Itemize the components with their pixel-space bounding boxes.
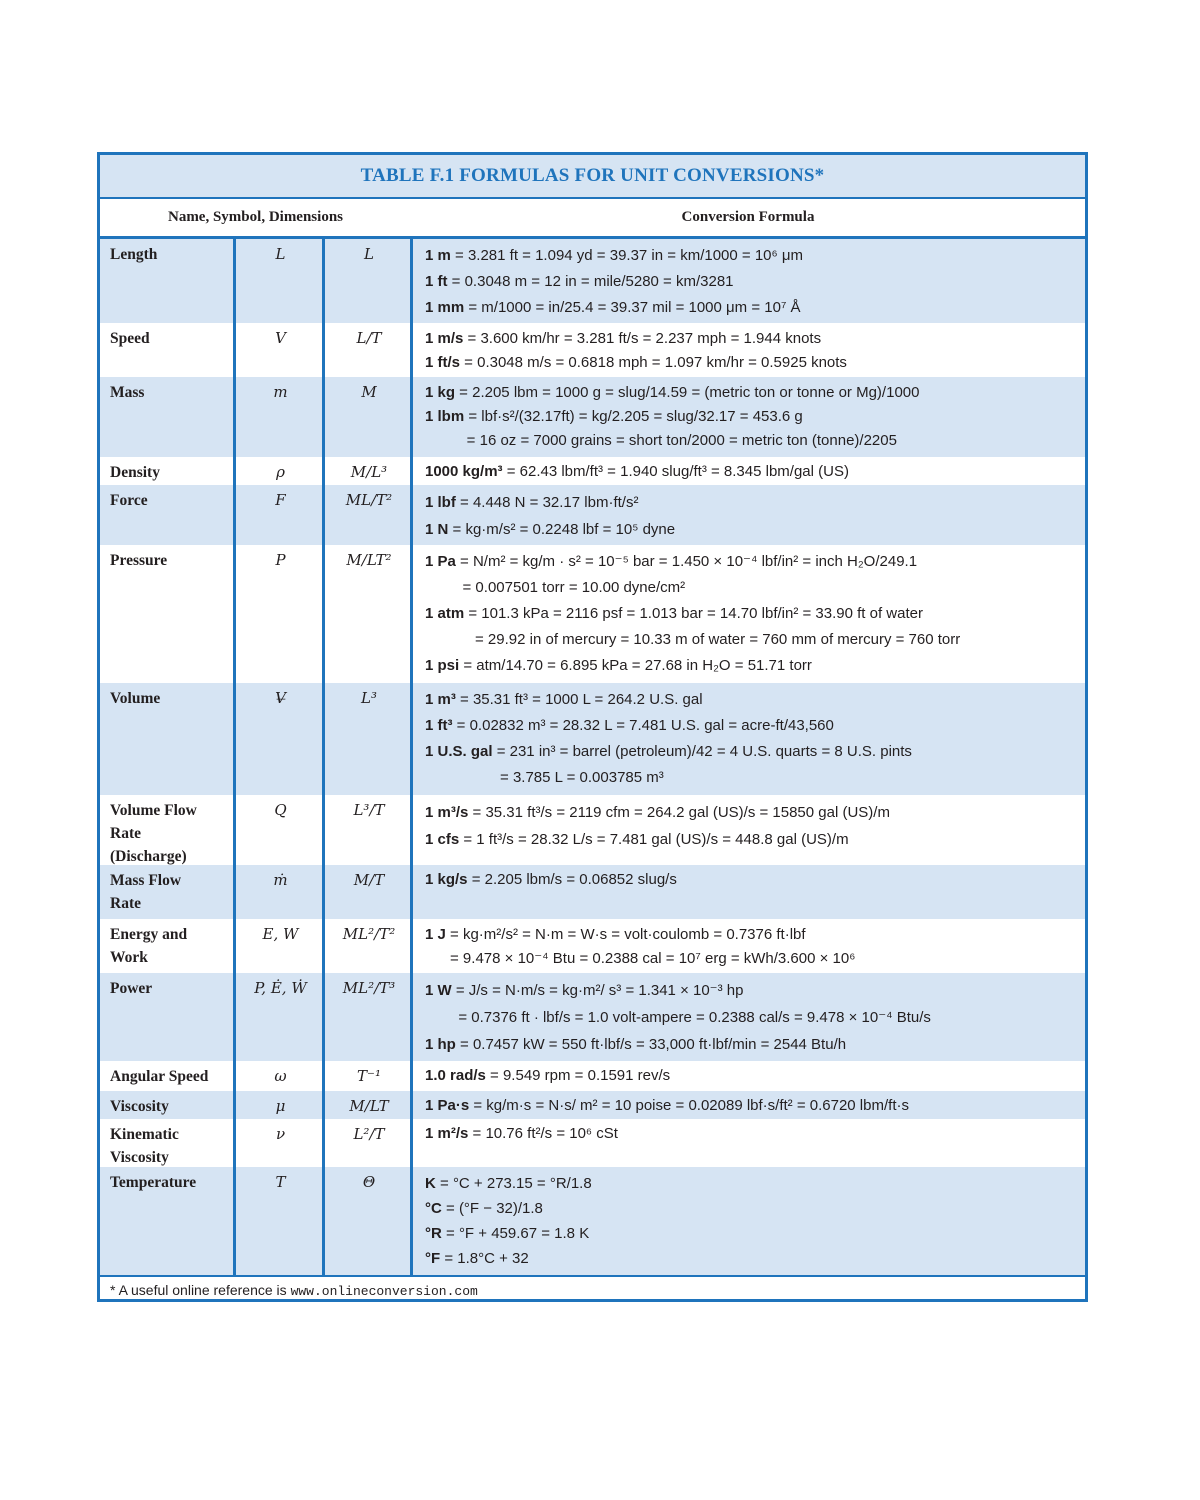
formula-text: = m/1000 = in/25.4 = 39.37 mil = 1000 μm = 10⁷ Å xyxy=(464,299,801,316)
table-row xyxy=(100,1167,1085,1275)
formula-lead: °R xyxy=(425,1225,442,1242)
quantity-name-line: Force xyxy=(110,492,148,509)
formula-lead: 1 W xyxy=(425,982,452,999)
quantity-name xyxy=(100,457,236,485)
quantity-dimensions: M/LT xyxy=(349,1097,389,1115)
formula-line xyxy=(425,549,1081,575)
quantity-dimensions: M xyxy=(361,383,377,401)
quantity-dimensions: M/L³ xyxy=(350,463,388,481)
table-row xyxy=(100,919,1085,973)
formula-text: = 3.785 L = 0.003785 m³ xyxy=(425,769,664,786)
quantity-symbol: μ xyxy=(275,1097,286,1115)
formula-text: = 2.205 lbm/s = 0.06852 slug/s xyxy=(467,871,677,888)
formula-lead: 1 psi xyxy=(425,657,460,674)
formula-lead: 1 lbf xyxy=(425,494,456,511)
column-divider xyxy=(233,239,236,1275)
column-divider xyxy=(322,239,325,1275)
formula-line xyxy=(425,799,1081,826)
quantity-symbol: E, W xyxy=(262,925,299,943)
formula-lead: 1 J xyxy=(425,926,446,943)
formula-lead: 1 kg xyxy=(425,384,456,401)
formula-line xyxy=(425,977,1081,1004)
quantity-name xyxy=(100,323,236,377)
header-conversion-formula: Conversion Formula xyxy=(681,209,815,225)
formula-line xyxy=(425,1196,1081,1221)
formula-line xyxy=(425,1065,1081,1087)
footnote xyxy=(100,1275,1085,1305)
formula-text: = 35.31 ft³ = 1000 L = 264.2 U.S. gal xyxy=(455,691,703,708)
table-row xyxy=(100,457,1085,485)
footnote-text: * A useful online reference is xyxy=(110,1282,291,1298)
quantity-name xyxy=(100,485,236,545)
formula-lead: 1 m/s xyxy=(425,330,464,347)
table-header xyxy=(100,199,1085,239)
quantity-name-line: Power xyxy=(110,980,153,997)
quantity-name-line: Viscosity xyxy=(110,1098,169,1115)
quantity-name-line: Mass Flow xyxy=(110,872,182,889)
conversion-formula xyxy=(413,919,1085,973)
formula-lead: 1 ft xyxy=(425,273,448,290)
quantity-symbol: V xyxy=(275,329,286,347)
table-row xyxy=(100,865,1085,919)
formula-line xyxy=(425,1123,1081,1145)
table-title: TABLE F.1 FORMULAS FOR UNIT CONVERSIONS* xyxy=(100,155,1085,199)
formula-line xyxy=(425,653,1081,679)
quantity-name xyxy=(100,1119,236,1167)
formula-text: = 231 in³ = barrel (petroleum)/42 = 4 U.S. quarts = 8 U.S. pints xyxy=(492,743,912,760)
table-row xyxy=(100,545,1085,683)
table-row xyxy=(100,1119,1085,1167)
quantity-name-line: Rate xyxy=(110,895,141,912)
formula-lead: 1 m²/s xyxy=(425,1125,469,1142)
formula-text: = 101.3 kPa = 2116 psf = 1.013 bar = 14.70 lbf/in² = 33.90 ft of water xyxy=(464,605,923,622)
formula-line xyxy=(425,516,1081,543)
formula-lead: 1 lbm xyxy=(425,408,465,425)
formula-text: = 0.007501 torr = 10.00 dyne/cm² xyxy=(425,579,686,596)
formula-text: = (°F − 32)/1.8 xyxy=(441,1200,543,1217)
quantity-dimensions: L³/T xyxy=(353,801,385,819)
formula-line xyxy=(425,1004,1081,1031)
quantity-symbol: L xyxy=(275,245,286,263)
quantity-symbol: F xyxy=(275,491,286,509)
table-row xyxy=(100,323,1085,377)
quantity-symbol: P, Ė, Ẇ xyxy=(254,979,307,997)
formula-text: = 9.549 rpm = 0.1591 rev/s xyxy=(485,1067,671,1084)
quantity-name-line: Pressure xyxy=(110,552,168,569)
conversion-formula xyxy=(413,457,1085,485)
table-row xyxy=(100,1091,1085,1119)
quantity-dimensions: L²/T xyxy=(353,1125,385,1143)
quantity-symbol: T xyxy=(275,1173,286,1191)
quantity-symbol: Q xyxy=(274,801,287,819)
quantity-dimensions: Θ xyxy=(362,1173,376,1191)
quantity-dimensions: L/T xyxy=(356,329,382,347)
conversion-formula xyxy=(413,795,1085,865)
formula-lead: 1 m xyxy=(425,247,451,264)
formula-text: = N/m² = kg/m · s² = 10⁻⁵ bar = 1.450 × 10⁻⁴ lbf/in² = inch H₂O/249.1 xyxy=(455,553,918,570)
table-row xyxy=(100,683,1085,795)
formula-line xyxy=(425,351,1081,375)
quantity-name-line: Speed xyxy=(110,330,150,347)
footnote-url[interactable]: www.onlineconversion.com xyxy=(290,1284,478,1299)
formula-line xyxy=(425,461,1081,483)
formula-line xyxy=(425,739,1081,765)
formula-text: = 4.448 N = 32.17 lbm·ft/s² xyxy=(455,494,639,511)
formula-text: = atm/14.70 = 6.895 kPa = 27.68 in H₂O = 51.71 torr xyxy=(459,657,812,674)
quantity-name-line: Angular Speed xyxy=(110,1068,209,1085)
formula-line xyxy=(425,826,1081,853)
formula-text: = 0.7376 ft · lbf/s = 1.0 volt-ampere = 0.2388 cal/s = 9.478 × 10⁻⁴ Btu/s xyxy=(425,1009,931,1026)
formula-text: = 1 ft³/s = 28.32 L/s = 7.481 gal (US)/s = 448.8 gal (US)/m xyxy=(459,831,849,848)
quantity-name-line: (Discharge) xyxy=(110,848,187,865)
table-body xyxy=(100,239,1085,1275)
quantity-name-line: Temperature xyxy=(110,1174,197,1191)
quantity-name xyxy=(100,683,236,795)
quantity-name xyxy=(100,1091,236,1119)
formula-text: = °C + 273.15 = °R/1.8 xyxy=(435,1175,592,1192)
formula-text: = kg·m/s² = 0.2248 lbf = 10⁵ dyne xyxy=(448,521,676,538)
quantity-name xyxy=(100,865,236,919)
formula-line xyxy=(425,429,1081,453)
header-name-symbol-dimensions: Name, Symbol, Dimensions xyxy=(167,209,343,225)
formula-text: = 29.92 in of mercury = 10.33 m of water = 760 mm of mercury = 760 torr xyxy=(425,631,961,648)
formula-line xyxy=(425,1221,1081,1246)
formula-line xyxy=(425,243,1081,269)
formula-lead: 1 ft/s xyxy=(425,354,461,371)
formula-text: = °F + 459.67 = 1.8 K xyxy=(441,1225,590,1242)
quantity-dimensions: T⁻¹ xyxy=(357,1067,381,1085)
conversion-formula xyxy=(413,545,1085,683)
quantity-name-line: Volume xyxy=(110,690,161,707)
formula-line xyxy=(425,381,1081,405)
formula-text: = J/s = N·m/s = kg·m²/ s³ = 1.341 × 10⁻³ hp xyxy=(451,982,744,999)
formula-lead: °C xyxy=(425,1200,442,1217)
quantity-dimensions: ML²/T³ xyxy=(342,979,396,997)
quantity-symbol: V̶ xyxy=(275,689,286,707)
formula-lead: 1 kg/s xyxy=(425,871,468,888)
quantity-name xyxy=(100,1167,236,1275)
formula-lead: 1 cfs xyxy=(425,831,460,848)
quantity-name-line: Kinematic xyxy=(110,1126,179,1143)
table-row xyxy=(100,795,1085,865)
quantity-name-line: Density xyxy=(110,464,160,481)
formula-lead: 1 ft³ xyxy=(425,717,453,734)
formula-text: = 0.7457 kW = 550 ft·lbf/s = 33,000 ft·lbf/min = 2544 Btu/h xyxy=(455,1036,847,1053)
formula-text: = 10.76 ft²/s = 10⁶ cSt xyxy=(468,1125,618,1142)
formula-line xyxy=(425,1031,1081,1058)
formula-text: = 1.8°C + 32 xyxy=(440,1250,529,1267)
formula-line xyxy=(425,405,1081,429)
conversion-table xyxy=(97,152,1088,1302)
formula-lead: 1.0 rad/s xyxy=(425,1067,486,1084)
formula-lead: 1 Pa xyxy=(425,553,456,570)
conversion-formula xyxy=(413,485,1085,545)
table-row xyxy=(100,973,1085,1061)
formula-text: = 0.3048 m/s = 0.6818 mph = 1.097 km/hr = 0.5925 knots xyxy=(460,354,847,371)
quantity-name-line: Volume Flow xyxy=(110,802,197,819)
formula-line xyxy=(425,765,1081,791)
quantity-dimensions: L xyxy=(364,245,374,263)
formula-text: = 62.43 lbm/ft³ = 1.940 slug/ft³ = 8.345 lbm/gal (US) xyxy=(502,463,849,480)
formula-lead: 1 U.S. gal xyxy=(425,743,493,760)
formula-line xyxy=(425,923,1081,947)
formula-text: = 2.205 lbm = 1000 g = slug/14.59 = (metric ton or tonne or Mg)/1000 xyxy=(455,384,920,401)
conversion-formula xyxy=(413,973,1085,1061)
formula-line xyxy=(425,869,1081,891)
formula-line xyxy=(425,1095,1081,1117)
conversion-formula xyxy=(413,323,1085,377)
formula-line xyxy=(425,1246,1081,1271)
formula-text: = 35.31 ft³/s = 2119 cfm = 264.2 gal (US)/s = 15850 gal (US)/m xyxy=(468,804,890,821)
conversion-formula xyxy=(413,683,1085,795)
formula-text: = kg/m·s = N·s/ m² = 10 poise = 0.02089 lbf·s/ft² = 0.6720 lbm/ft·s xyxy=(469,1097,909,1114)
formula-lead: 1 atm xyxy=(425,605,465,622)
formula-lead: 1 m³/s xyxy=(425,804,469,821)
formula-line xyxy=(425,627,1081,653)
formula-text: = lbf·s²/(32.17ft) = kg/2.205 = slug/32.17 = 453.6 g xyxy=(464,408,803,425)
table-row xyxy=(100,485,1085,545)
quantity-name xyxy=(100,919,236,973)
formula-text: = 3.281 ft = 1.094 yd = 39.37 in = km/1000 = 10⁶ μm xyxy=(450,247,803,264)
conversion-formula xyxy=(413,1061,1085,1091)
conversion-formula xyxy=(413,1167,1085,1275)
formula-line xyxy=(425,295,1081,321)
formula-lead: 1 Pa·s xyxy=(425,1097,470,1114)
quantity-name xyxy=(100,795,236,865)
quantity-symbol: ṁ xyxy=(273,871,288,889)
formula-text: = 0.02832 m³ = 28.32 L = 7.481 U.S. gal = acre-ft/43,560 xyxy=(452,717,834,734)
quantity-symbol: P xyxy=(275,551,286,569)
quantity-name-line: Work xyxy=(110,949,148,966)
formula-lead: K xyxy=(425,1175,436,1192)
table-row xyxy=(100,239,1085,323)
quantity-name xyxy=(100,1061,236,1091)
quantity-name xyxy=(100,239,236,323)
formula-line xyxy=(425,269,1081,295)
conversion-formula xyxy=(413,865,1085,919)
formula-lead: 1 N xyxy=(425,521,449,538)
formula-lead: 1 hp xyxy=(425,1036,456,1053)
quantity-name-line: Length xyxy=(110,246,158,263)
formula-text: = 16 oz = 7000 grains = short ton/2000 = metric ton (tonne)/2205 xyxy=(425,432,897,449)
quantity-name xyxy=(100,973,236,1061)
formula-line xyxy=(425,489,1081,516)
formula-text: = 0.3048 m = 12 in = mile/5280 = km/3281 xyxy=(447,273,734,290)
formula-lead: °F xyxy=(425,1250,441,1267)
quantity-dimensions: ML/T² xyxy=(345,491,393,509)
formula-line xyxy=(425,687,1081,713)
quantity-dimensions: M/LT² xyxy=(346,551,392,569)
formula-text: = 9.478 × 10⁻⁴ Btu = 0.2388 cal = 10⁷ erg = kWh/3.600 × 10⁶ xyxy=(425,950,856,967)
conversion-formula xyxy=(413,1119,1085,1167)
quantity-symbol: ν xyxy=(275,1125,286,1143)
quantity-name-line: Rate xyxy=(110,825,141,842)
column-divider xyxy=(410,239,413,1275)
quantity-name-line: Energy and xyxy=(110,926,188,943)
formula-line xyxy=(425,1171,1081,1196)
formula-lead: 1000 kg/m³ xyxy=(425,463,503,480)
quantity-name xyxy=(100,545,236,683)
formula-line xyxy=(425,947,1081,971)
formula-line xyxy=(425,713,1081,739)
quantity-name xyxy=(100,377,236,457)
quantity-name-line: Viscosity xyxy=(110,1149,169,1166)
quantity-symbol: ρ xyxy=(276,463,285,481)
table-row xyxy=(100,1061,1085,1091)
conversion-formula xyxy=(413,239,1085,323)
table-row xyxy=(100,377,1085,457)
formula-lead: 1 mm xyxy=(425,299,465,316)
quantity-symbol: m xyxy=(273,383,288,401)
formula-text: = kg·m²/s² = N·m = W·s = volt·coulomb = 0.7376 ft·lbf xyxy=(445,926,806,943)
conversion-formula xyxy=(413,377,1085,457)
quantity-dimensions: M/T xyxy=(353,871,385,889)
quantity-dimensions: L³ xyxy=(361,689,377,707)
formula-line xyxy=(425,327,1081,351)
formula-line xyxy=(425,575,1081,601)
quantity-symbol: ω xyxy=(274,1067,287,1085)
formula-lead: 1 m³ xyxy=(425,691,456,708)
quantity-name-line: Mass xyxy=(110,384,145,401)
conversion-formula xyxy=(413,1091,1085,1119)
formula-text: = 3.600 km/hr = 3.281 ft/s = 2.237 mph = 1.944 knots xyxy=(463,330,822,347)
quantity-dimensions: ML²/T² xyxy=(342,925,396,943)
formula-line xyxy=(425,601,1081,627)
